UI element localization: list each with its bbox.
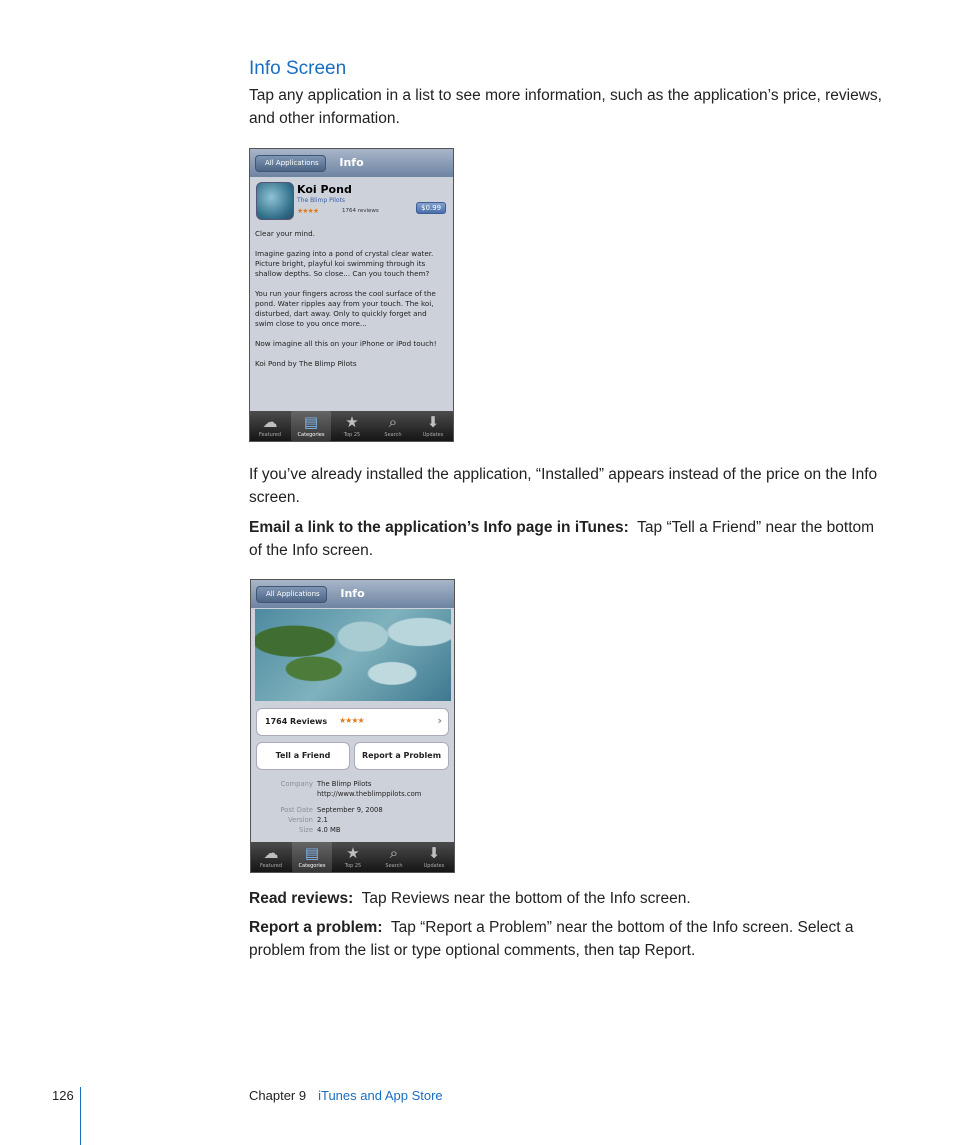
categories-icon: ▤ — [303, 413, 319, 431]
description-line: You run your fingers across the cool surface of the pond. Water ripples aay from your touch. The koi, disturbed, dart away. Only to quickly forget and swim close to you once more... — [255, 289, 436, 328]
description-line: Imagine gazing into a pond of crystal clear water. Picture bright, playful koi swimming through its shallow depths. So close... Can you touch them? — [255, 249, 434, 278]
company-key: Company — [280, 780, 313, 788]
chapter-label: Chapter 9 — [249, 1088, 307, 1103]
post-date-value: September 9, 2008 — [317, 806, 383, 814]
all-applications-back-button[interactable]: All Applications — [256, 586, 327, 603]
tab-featured[interactable]: ☁ Featured — [251, 842, 291, 872]
report-problem-heading: Report a problem: — [249, 919, 383, 936]
description-line: Koi Pond by The Blimp Pilots — [255, 359, 357, 368]
app-metadata — [251, 780, 454, 836]
star-icon: ★ — [345, 413, 359, 431]
app-description — [255, 229, 447, 379]
featured-icon: ☁ — [263, 844, 279, 862]
section-title: Info Screen — [249, 58, 347, 79]
nav-bar — [251, 580, 454, 608]
info-screen-bottom-screenshot — [250, 579, 455, 873]
developer-name[interactable]: The Blimp Pilots — [297, 197, 346, 204]
reviews-row[interactable] — [256, 708, 449, 736]
post-date-key: Post Date — [280, 806, 313, 814]
nav-title: Info — [340, 587, 365, 600]
company-url[interactable]: http://www.theblimppilots.com — [317, 790, 422, 798]
tab-search[interactable]: ⌕ Search — [373, 411, 413, 441]
featured-icon: ☁ — [262, 413, 278, 431]
tab-updates[interactable]: ⬇ Updates — [413, 411, 453, 441]
email-link-paragraph — [249, 516, 889, 562]
all-applications-back-button[interactable]: All Applications — [255, 155, 326, 172]
reviews-stars: ★★★★ — [339, 716, 364, 725]
read-reviews-heading: Read reviews: — [249, 890, 354, 907]
tab-top-25[interactable]: ★ Top 25 — [332, 411, 372, 441]
download-icon: ⬇ — [426, 413, 440, 431]
chapter-title: iTunes and App Store — [318, 1088, 443, 1103]
reviews-label: 1764 Reviews — [265, 717, 328, 726]
footer-divider — [80, 1087, 81, 1145]
search-icon: ⌕ — [389, 844, 399, 862]
tab-top-25[interactable]: ★ Top 25 — [333, 842, 373, 872]
company-value: The Blimp Pilots — [317, 780, 372, 788]
chevron-right-icon: › — [437, 714, 442, 727]
koi-pond-screenshot-image — [255, 609, 451, 701]
tab-search[interactable]: ⌕ Search — [374, 842, 414, 872]
tab-featured[interactable]: ☁ Featured — [250, 411, 290, 441]
tab-categories[interactable]: ▤ Categories — [291, 411, 331, 441]
categories-icon: ▤ — [304, 844, 320, 862]
size-key: Size — [299, 826, 313, 834]
tab-categories[interactable]: ▤ Categories — [292, 842, 332, 872]
search-icon: ⌕ — [388, 413, 398, 431]
nav-title: Info — [339, 156, 364, 169]
tell-a-friend-button[interactable]: Tell a Friend — [256, 742, 350, 770]
version-key: Version — [288, 816, 313, 824]
report-problem-paragraph — [249, 916, 889, 962]
email-link-heading: Email a link to the application’s Info page in iTunes: — [249, 519, 629, 536]
nav-bar — [250, 149, 453, 177]
footer-chapter — [249, 1088, 443, 1103]
description-line: Clear your mind. — [255, 229, 315, 238]
tab-updates[interactable]: ⬇ Updates — [414, 842, 454, 872]
size-value: 4.0 MB — [317, 826, 341, 834]
tab-bar — [250, 411, 453, 441]
price-button[interactable]: $0.99 — [416, 202, 446, 214]
page-number: 126 — [52, 1088, 74, 1103]
app-name: Koi Pond — [297, 183, 352, 196]
report-a-problem-button[interactable]: Report a Problem — [354, 742, 449, 770]
download-icon: ⬇ — [427, 844, 441, 862]
version-value: 2.1 — [317, 816, 328, 824]
installed-note: If you’ve already installed the application, “Installed” appears instead of the price on the Info screen. — [249, 466, 878, 506]
email-link-text: Tap “Tell a Friend” near the bottom of the Info screen. — [249, 519, 875, 559]
intro-paragraph: Tap any application in a list to see more information, such as the application’s price, reviews, and other information. — [249, 87, 882, 127]
tab-bar — [251, 842, 454, 872]
rating-stars: ★★★★ — [297, 207, 319, 215]
read-reviews-paragraph — [249, 887, 889, 910]
description-line: Now imagine all this on your iPhone or iPod touch! — [255, 339, 437, 348]
koi-pond-app-icon — [256, 182, 294, 220]
star-icon: ★ — [346, 844, 360, 862]
info-screen-screenshot — [249, 148, 454, 442]
report-problem-text: Tap “Report a Problem” near the bottom of the Info screen. Select a problem from the list or type optional comments, then tap Report. — [249, 919, 854, 959]
review-count: 1764 reviews — [342, 208, 379, 214]
read-reviews-text: Tap Reviews near the bottom of the Info screen. — [361, 890, 691, 907]
